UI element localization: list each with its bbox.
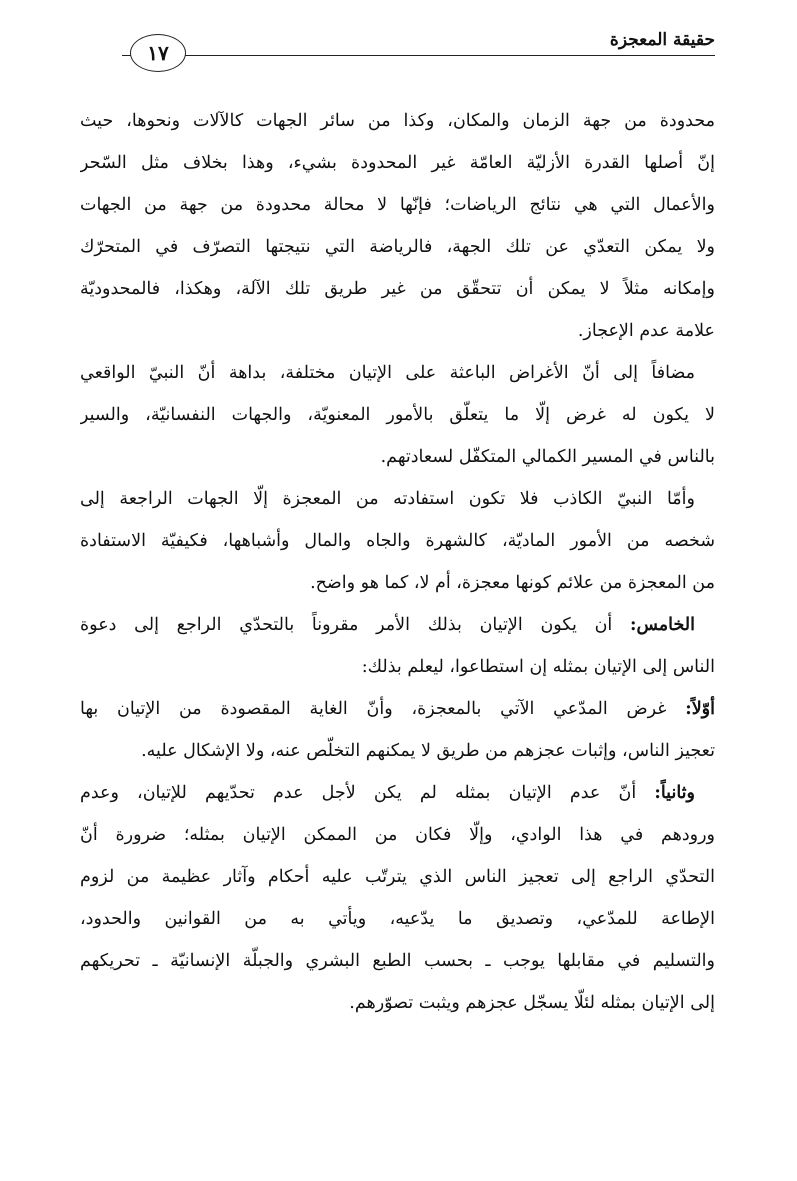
text-line: علامة عدم الإعجاز.: [577, 321, 715, 341]
body-text: [80, 100, 715, 1024]
text-line-rest: أن يكون الإتيان بذلك الأمر مقروناً بالتحدّي الراجع إلى دعوة: [80, 615, 613, 635]
text-line: إنّ أصلها القدرة الأزليّة العامّة غير المحدودة بشيء، وهذا بخلاف مثل السّحر: [80, 153, 715, 173]
text-line: لا يكون له غرض إلّا ما يتعلّق بالأمور المعنويّة، والجهات النفسانيّة، والسير: [80, 405, 715, 425]
text-line: محدودة من جهة الزمان والمكان، وكذا من سائر الجهات كالآلات ونحوها، حيث: [80, 111, 715, 131]
text-line: مضافاً إلى أنّ الأغراض الباعثة على الإتيان مختلفة، بداهة أنّ النبيّ الواقعي: [80, 363, 695, 383]
lead-word-first: أوّلاً:: [685, 699, 715, 719]
text-line: التحدّي الراجع إلى تعجيز الناس الذي يترتّب عليه أحكام وآثار عظيمة من لزوم: [80, 867, 715, 887]
text-line: شخصه من الأمور الماديّة، كالشهرة والجاه والمال وأشباهها، فكيفيّة الاستفادة: [80, 531, 715, 551]
text-line: وأمّا النبيّ الكاذب فلا تكون استفادته من المعجزة إلّا الجهات الراجعة إلى: [80, 489, 695, 509]
text-line: من المعجزة من علائم كونها معجزة، أم لا، كما هو واضح.: [310, 573, 715, 593]
text-line: وإمكانه مثلاً لا يمكن أن تتحقّق من غير طريق تلك الآلة، وهكذا، فالمحدوديّة: [80, 279, 715, 299]
text-line: بالناس في المسير الكمالي المتكفّل لسعادتهم.: [380, 447, 715, 467]
running-title: حقيقة المعجزة: [609, 30, 715, 50]
lead-word-fifth: الخامس:: [630, 615, 695, 635]
text-line-first: [80, 688, 715, 730]
header-rule: [122, 55, 715, 56]
text-line-fifth: [80, 604, 715, 646]
text-line: الناس إلى الإتيان بمثله إن استطاعوا، ليعلم بذلك:: [361, 657, 715, 677]
lead-word-second: وثانياً:: [654, 783, 695, 803]
text-line: ولا يمكن التعدّي عن تلك الجهة، فالرياضة التي نتيجتها التصرّف في المتحرّك: [80, 237, 715, 257]
text-line-rest: أنّ عدم الإتيان بمثله لم يكن لأجل عدم تحدّيهم للإتيان، وعدم: [80, 783, 637, 803]
text-line: ورودهم في هذا الوادي، وإلّا فكان من الممكن الإتيان بمثله؛ ضرورة أنّ: [80, 825, 715, 845]
text-line: الإطاعة للمدّعي، وتصديق ما يدّعيه، ويأتي به من القوانين والحدود،: [80, 909, 715, 929]
page-number: ١٧: [130, 34, 186, 72]
text-line-second: [80, 772, 715, 814]
text-line: والتسليم في مقابلها يوجب ـ بحسب الطبع البشري والجبلّة الإنسانيّة ـ تحريكهم: [80, 951, 715, 971]
text-line: والأعمال التي هي نتائج الرياضات؛ فإنّها لا محالة محدودة من جهة من الجهات: [80, 195, 715, 215]
text-line: إلى الإتيان بمثله لئلّا يسجّل عجزهم ويثبت تصوّرهم.: [349, 993, 715, 1013]
text-line-rest: غرض المدّعي الآتي بالمعجزة، وأنّ الغاية المقصودة من الإتيان بها: [80, 699, 667, 719]
text-line: تعجيز الناس، وإثبات عجزهم من طريق لا يمكنهم التخلّص عنه، ولا الإشكال عليه.: [141, 741, 715, 761]
